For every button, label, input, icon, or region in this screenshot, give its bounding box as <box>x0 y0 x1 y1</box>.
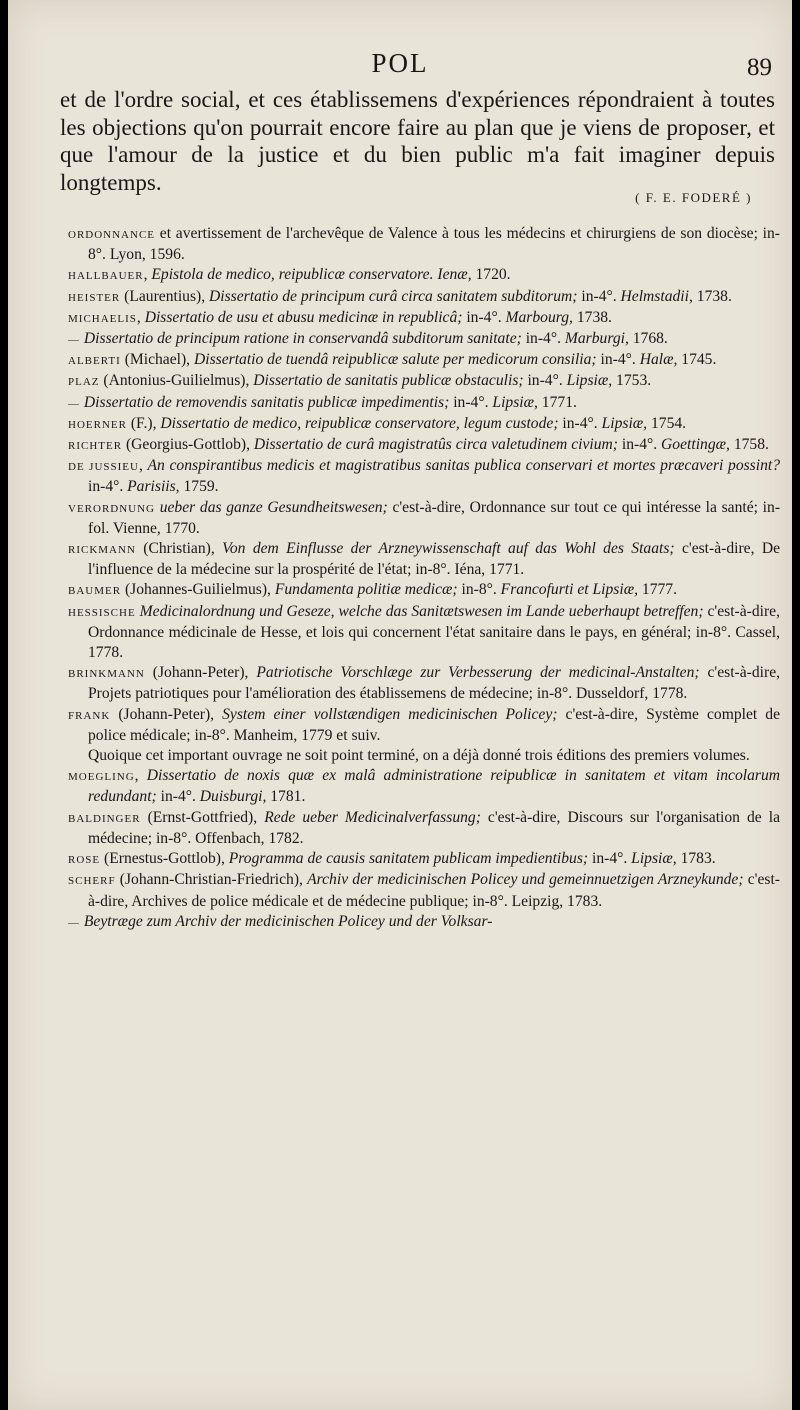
bibliography-entry <box>68 602 780 664</box>
entry-details: (Johann-Peter), <box>152 664 257 682</box>
entry-details: c'est-à-dire, De l'influence de la médecine sur la prospérité de l'état; in-8°. Iéna, 1771. <box>88 540 780 579</box>
entry-author: RICHTER <box>68 440 123 453</box>
entry-details: in-4°. <box>577 287 621 305</box>
entry-details: c'est-à-dire, Discours sur l'organisation de la médecine; in-8°. Offenbach, 1782. <box>88 808 781 847</box>
bibliography-entry <box>68 287 780 308</box>
entry-details: c'est-à-dire, Système complet de police médicale; in-8°. Manheim, 1779 et suiv. <box>88 705 780 744</box>
entry-place: Goettingæ, <box>661 436 730 454</box>
entry-details: (Christian), <box>143 540 223 558</box>
bibliography-entry <box>68 912 780 933</box>
author-signature: ( F. E. FODERÉ ) <box>635 190 752 205</box>
entry-title: Dissertatio de removendis sanitatis publicæ impedimentis; <box>83 393 450 411</box>
entry-details: 1754. <box>647 414 687 432</box>
entry-separator <box>145 664 153 681</box>
entry-title: Dissertatio de tuendâ reipublicæ salute per medicorum consilia; <box>193 351 597 369</box>
entry-details: in-4°. <box>588 850 632 868</box>
entry-title: Duisburgi, <box>199 788 267 806</box>
entry-title: Dissertatio de usu et abusu medicinæ in republicâ; <box>144 308 463 326</box>
entry-details: 1777. <box>638 581 677 599</box>
entry-details: (Ernst-Gottfried), <box>147 808 265 826</box>
bibliography-entry <box>68 414 780 435</box>
entry-author: ALBERTI <box>68 355 121 368</box>
bibliography-entry <box>68 663 780 704</box>
bibliography-entry <box>68 393 780 414</box>
entry-author: FRANK <box>68 709 111 722</box>
entry-details: in-4°. <box>462 308 506 326</box>
note-text: Quoique cet important ouvrage ne soit point terminé, on a déjà donné trois éditions des premiers volumes. <box>88 747 750 765</box>
entry-place: Lipsiæ, <box>631 850 677 868</box>
entry-title: An conspirantibus medicis et magistratibus sanitas publica conservari et mortes præcaveri possint? <box>147 457 781 475</box>
entry-title: Dissertatio de principum ratione in conservandâ subditorum sanitate; <box>83 330 522 348</box>
entry-details: 1738. <box>572 308 612 326</box>
entry-author: — <box>68 334 80 347</box>
entry-title: Epistola de medico, reipublicæ conservatore. Ienæ, <box>151 266 472 284</box>
entry-details: in-4°. <box>617 436 662 454</box>
entry-details: 1758. <box>729 436 769 454</box>
entry-author: DE JUSSIEU <box>68 461 139 474</box>
running-head: POL <box>371 48 429 78</box>
bibliography-note <box>68 746 780 766</box>
entry-author: RICKMANN <box>68 544 136 557</box>
entry-details: 1738. <box>692 287 732 305</box>
entry-title: Dissertatio de noxis quæ ex malâ administratione reipublicæ in sanitatem et vitam incolarum redundant; <box>88 767 781 806</box>
entry-details: in-4°. <box>156 788 200 806</box>
bibliography-entry <box>68 808 780 849</box>
entry-separator: , <box>134 767 147 785</box>
entry-details: (Johann-Christian-Friedrich), <box>119 871 308 889</box>
entry-details: 1759. <box>179 478 219 496</box>
entry-separator: , <box>143 266 152 284</box>
entry-place: Lipsiæ, <box>601 414 648 432</box>
entry-details: (Ernestus-Gottlob), <box>104 850 229 868</box>
entry-details: (Antonius-Guilielmus), <box>103 372 254 390</box>
entry-author: SCHERF <box>68 875 116 888</box>
entry-title: Lipsiæ, <box>492 393 538 411</box>
bibliography-entry <box>68 308 780 329</box>
entry-details: (F.), <box>130 414 161 432</box>
entry-separator: , <box>136 308 145 326</box>
entry-title: Dissertatio de principum curâ circa sanitatem subditorum; <box>209 287 578 305</box>
entry-details: in-4°. <box>558 414 602 432</box>
book-page <box>8 0 792 1410</box>
entry-details: in-4°. <box>449 393 493 411</box>
page-header <box>8 48 792 88</box>
bibliography-entry <box>68 435 780 456</box>
entry-separator: , <box>138 457 148 475</box>
entry-author: ROSE <box>68 854 101 867</box>
bibliography-entry <box>68 456 780 497</box>
entry-title: Archiv der medicinischen Policey und gemeinnuetzigen Arzneykunde; <box>307 871 744 889</box>
entry-details: et avertissement de l'archevêque de Valence à tous les médecins et chirurgiens de son diocèse; in-8°. Lyon, 1596. <box>88 225 780 264</box>
entry-author: BALDINGER <box>68 812 141 825</box>
bibliography-entry <box>68 265 780 286</box>
entry-author: BRINKMANN <box>68 668 145 681</box>
entry-author: MOEGLING <box>68 771 135 784</box>
entry-place: Lipsiæ, <box>566 372 613 390</box>
bibliography-entry <box>68 371 780 392</box>
entry-author: MICHAELIS <box>68 312 137 325</box>
entry-details: 1745. <box>677 351 717 369</box>
bibliography-entry <box>68 580 780 601</box>
entry-title: System einer vollstændigen medicinischen Policey; <box>222 705 558 723</box>
entry-details: in-8°. <box>457 581 501 599</box>
bibliography-entry <box>68 849 780 870</box>
entry-author: HESSISCHE <box>68 606 136 619</box>
entry-place: Francofurti et Lipsiæ, <box>500 581 638 599</box>
entry-title: Rede ueber Medicinalverfassung; <box>264 808 481 826</box>
entry-title: Dissertatio de sanitatis publicæ obstaculis; <box>253 372 524 390</box>
entry-title: Fundamenta politiæ medicæ; <box>274 581 458 599</box>
entry-author: PLAZ <box>68 376 100 389</box>
entry-details: in-4°. <box>523 372 567 390</box>
entry-place: Halæ, <box>639 351 678 369</box>
entry-author: — <box>68 397 80 410</box>
bibliography-entry <box>68 766 780 807</box>
entry-author: BAUMER <box>68 585 122 598</box>
entry-details: (Johannes-Guilielmus), <box>124 581 275 599</box>
entry-author: HALLBAUER <box>68 270 144 283</box>
entry-title: Marbourg, <box>505 308 573 326</box>
entry-title: ueber das ganze Gesundheitswesen; <box>159 498 388 516</box>
entry-title: Dissertatio de curâ magistratûs circa valetudinem civium; <box>253 436 618 454</box>
entry-author: VERORDNUNG <box>68 502 155 515</box>
entry-details: (Georgius-Gottlob), <box>125 436 254 454</box>
entry-author: HEISTER <box>68 291 121 304</box>
entry-place: Helmstadii, <box>620 287 693 305</box>
entry-title: Parisiis, <box>127 478 180 496</box>
entry-details: (Michael), <box>124 351 194 369</box>
entry-details: in-4°. <box>521 330 565 348</box>
bibliography-entry <box>68 224 780 265</box>
entry-details: in-4°. <box>88 478 128 496</box>
bibliography-entry <box>68 705 780 746</box>
entry-details: c'est-à-dire, Ordonnance sur tout ce qui intéresse la santé; in-fol. Vienne, 1770. <box>88 498 781 537</box>
entry-details: 1720. <box>471 266 511 284</box>
entry-details: 1768. <box>628 330 668 348</box>
bibliography-entry <box>68 350 780 371</box>
entry-details: (Johann-Peter), <box>118 705 223 723</box>
bibliography-list <box>68 224 780 933</box>
entry-author: ORDONNANCE <box>68 229 155 241</box>
entry-details: (Laurentius), <box>124 287 210 305</box>
bibliography-entry <box>68 539 780 580</box>
entry-details: 1771. <box>537 393 577 411</box>
entry-title: Programma de causis sanitatem publicam impedientibus; <box>228 850 589 868</box>
entry-details: 1781. <box>266 788 306 806</box>
entry-details: 1783. <box>676 850 716 868</box>
entry-author: — <box>68 916 80 929</box>
entry-title: Beytræge zum Archiv der medicinischen Policey und der Volksar- <box>83 912 493 930</box>
entry-title: Dissertatio de medico, reipublicæ conservatore, legum custode; <box>160 414 559 432</box>
page-number: 89 <box>747 54 772 81</box>
entry-title: Von dem Einflusse der Arzneywissenschaft auf das Wohl des Staats; <box>222 540 675 558</box>
bibliography-entry <box>68 498 780 539</box>
intro-paragraph <box>60 86 775 196</box>
entry-details: 1753. <box>612 372 652 390</box>
entry-details: c'est-à-dire, Archives de police médicale et de médecine publique; in-8°. Leipzig, 1783. <box>88 871 780 910</box>
intro-text: et de l'ordre social, et ces établissemens d'expériences répondraient à toutes les objections qu'on pourrait encore faire au plan que je viens de proposer, et que l'amour de la justice et du bien public m'a fait imaginer depuis longtemps. <box>60 87 775 195</box>
entry-separator <box>141 809 148 826</box>
entry-title: Marburgi, <box>564 330 629 348</box>
entry-details: c'est-à-dire, Projets patriotiques pour l'amélioration des établissemens de médecine; in-8°. Dusseldorf, 1778. <box>88 664 781 703</box>
bibliography-entry <box>68 870 780 911</box>
bibliography-entry <box>68 329 780 350</box>
entry-details: in-4°. <box>596 351 640 369</box>
entry-title: Patriotische Vorschlæge zur Verbesserung der medicinal-Anstalten; <box>256 664 700 682</box>
entry-title: Medicinalordnung und Geseze, welche das Sanitætswesen im Lande ueberhaupt betreffen; <box>139 602 704 620</box>
entry-details: c'est-à-dire, Ordonnance médicinale de Hesse, et lois qui concernent l'état sanitaire dans le pays, en général; in-8°. Cassel, 1778. <box>88 602 780 662</box>
entry-author: HOERNER <box>68 418 127 431</box>
